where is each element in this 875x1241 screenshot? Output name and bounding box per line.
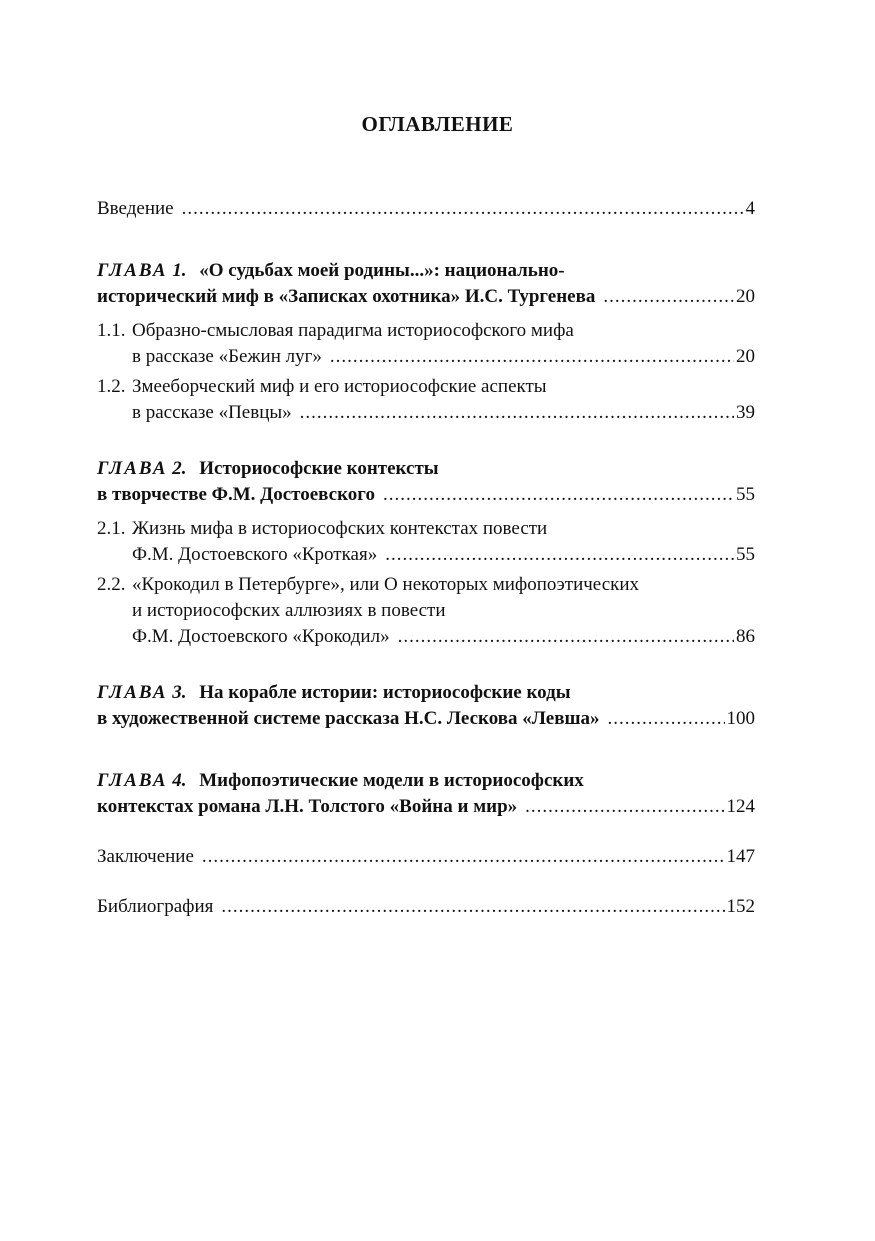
section-number: 1.1.	[97, 320, 126, 341]
leader-dots	[300, 400, 734, 426]
toc-entry-section-1-1[interactable]	[97, 318, 755, 370]
chapter-title-line1: На корабле истории: историософские коды	[199, 682, 571, 703]
leader-dots	[221, 894, 724, 920]
section-number: 2.1.	[97, 518, 126, 539]
entry-label: Введение	[97, 198, 174, 219]
section-title-line1: Жизнь мифа в историософских контекстах повести	[132, 518, 548, 539]
page-number: 124	[726, 796, 755, 817]
page-number: 20	[736, 286, 755, 307]
section-number: 2.2.	[97, 574, 126, 595]
entry-label: Библиография	[97, 896, 214, 917]
page-number: 55	[736, 544, 755, 565]
chapter-title-line1: Историософские контексты	[199, 458, 439, 479]
section-title-line1b: и историософских аллюзиях в повести	[132, 600, 446, 621]
toc-entry-conclusion[interactable]	[97, 844, 755, 870]
chapter-title-line2: контекстах романа Л.Н. Толстого «Война и мир»	[97, 796, 518, 817]
chapter-label: ГЛАВА	[97, 458, 168, 479]
page-number: 152	[726, 896, 755, 917]
leader-dots	[525, 794, 724, 820]
toc-entry-section-2-1[interactable]	[97, 516, 755, 568]
leader-dots	[383, 482, 734, 508]
chapter-label: ГЛАВА	[97, 770, 168, 791]
page-number: 20	[736, 346, 755, 367]
chapter-label: ГЛАВА	[97, 682, 168, 703]
chapter-title-line2: в художественной системе рассказа Н.С. Лескова «Левша»	[97, 708, 600, 729]
chapter-title-line2: исторический миф в «Записках охотника» И.С. Тургенева	[97, 286, 596, 307]
section-title-line1: «Крокодил в Петербурге», или О некоторых мифопоэтических	[132, 574, 640, 595]
page-number: 86	[736, 626, 755, 647]
leader-dots	[603, 284, 734, 310]
toc-entry-chapter-1[interactable]	[97, 258, 755, 310]
chapter-title-line1: Мифопоэтические модели в историософских	[199, 770, 584, 791]
toc-entry-section-2-2[interactable]	[97, 572, 755, 650]
toc-entry-section-1-2[interactable]	[97, 374, 755, 426]
page-number: 100	[726, 708, 755, 729]
chapter-title-line1: «О судьбах моей родины...»: национально-	[199, 260, 565, 281]
section-title-line2: в рассказе «Певцы»	[132, 402, 292, 423]
page-title: ОГЛАВЛЕНИЕ	[361, 112, 514, 136]
section-title-line2: Ф.М. Достоевского «Кроткая»	[132, 544, 378, 565]
toc-entry-bibliography[interactable]	[97, 894, 755, 920]
section-number: 1.2.	[97, 376, 126, 397]
chapter-title-line2: в творчестве Ф.М. Достоевского	[97, 484, 375, 505]
leader-dots	[202, 844, 725, 870]
page-number: 55	[736, 484, 755, 505]
leader-dots	[182, 196, 744, 222]
section-title-line1: Образно-смысловая парадигма историософского мифа	[132, 320, 574, 341]
chapter-number: 1.	[172, 260, 187, 281]
leader-dots	[608, 706, 725, 732]
toc-entry-intro[interactable]	[97, 196, 755, 222]
toc-entry-chapter-2[interactable]	[97, 456, 755, 508]
leader-dots	[330, 344, 734, 370]
chapter-label: ГЛАВА	[97, 260, 168, 281]
chapter-number: 3.	[172, 682, 187, 703]
leader-dots	[398, 624, 734, 650]
page-number: 4	[745, 198, 755, 219]
toc-entry-chapter-3[interactable]	[97, 680, 755, 732]
chapter-number: 4.	[172, 770, 187, 791]
page-number: 39	[736, 402, 755, 423]
toc-entry-chapter-4[interactable]	[97, 768, 755, 820]
page-number: 147	[726, 846, 755, 867]
chapter-number: 2.	[172, 458, 187, 479]
section-title-line2: Ф.М. Достоевского «Крокодил»	[132, 626, 390, 647]
section-title-line1: Змееборческий миф и его историософские аспекты	[132, 376, 547, 397]
leader-dots	[385, 542, 734, 568]
table-of-contents	[97, 196, 755, 920]
section-title-line2: в рассказе «Бежин луг»	[132, 346, 322, 367]
entry-label: Заключение	[97, 846, 194, 867]
